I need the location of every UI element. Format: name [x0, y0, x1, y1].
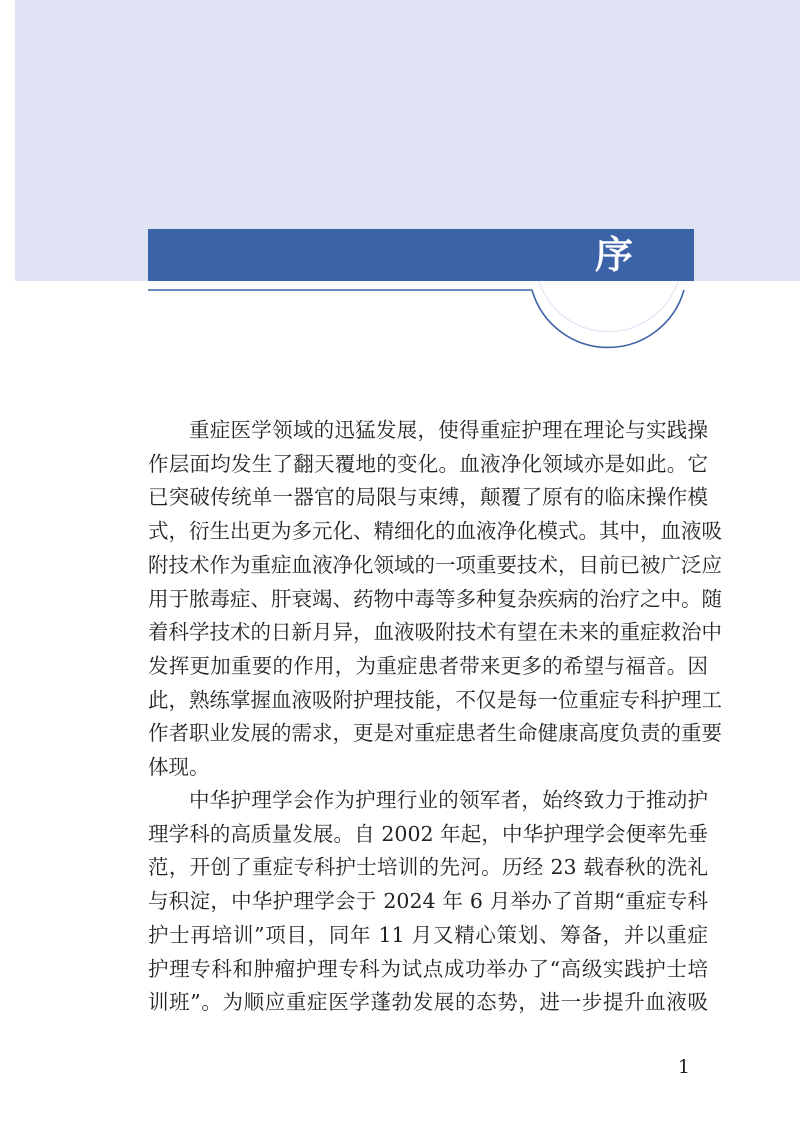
text-line: 与积淀，中华护理学会于 2024 年 6 月举办了首期“重症专科: [148, 889, 708, 914]
text-line: 理学科的高质量发展。自 2002 年起，中华护理学会便率先垂: [148, 821, 708, 846]
arc-outer: [532, 290, 684, 347]
text-line: 式，衍生出更为多元化、精细化的血液净化模式。其中，血液吸: [148, 519, 722, 544]
text-line: 此，熟练掌握血液吸附护理技能，不仅是每一位重症专科护理工: [148, 687, 722, 712]
text-line: 训班”。为顺应重症医学蓬勃发展的态势，进一步提升血液吸: [148, 990, 708, 1015]
arc-inner: [539, 281, 678, 332]
preface-paragraph-1: [148, 414, 722, 785]
text-line: 体现。: [148, 755, 210, 780]
preface-paragraph-2: [148, 784, 708, 1020]
chapter-title: 序: [594, 233, 633, 277]
text-line: 重症医学领域的迅猛发展，使得重症护理在理论与实践操: [189, 418, 708, 442]
page-number: 1: [677, 1056, 690, 1078]
text-line: 作者职业发展的需求，更是对重症患者生命健康高度负责的重要: [148, 721, 722, 746]
text-line: 附技术作为重症血液净化领域的一项重要技术，目前已被广泛应: [148, 552, 722, 577]
text-line: 护理专科和肿瘤护理专科为试点成功举办了“高级实践护士培: [148, 956, 708, 981]
text-line: 中华护理学会作为护理行业的领军者，始终致力于推动护: [189, 788, 708, 812]
text-line: 用于脓毒症、肝衰竭、药物中毒等多种复杂疾病的治疗之中。随: [148, 586, 722, 611]
text-line: 着科学技术的日新月异，血液吸附技术有望在未来的重症救治中: [148, 620, 722, 645]
text-line: 已突破传统单一器官的局限与束缚，颠覆了原有的临床操作模: [148, 485, 708, 510]
text-line: 作层面均发生了翻天覆地的变化。血液净化领域亦是如此。它: [148, 451, 708, 476]
text-line: 发挥更加重要的作用，为重症患者带来更多的希望与福音。因: [148, 653, 708, 678]
text-line: 护士再培训”项目，同年 11 月又精心策划、筹备，并以重症: [148, 922, 708, 947]
text-line: 范，开创了重症专科护士培训的先河。历经 23 载春秋的洗礼: [148, 855, 708, 880]
